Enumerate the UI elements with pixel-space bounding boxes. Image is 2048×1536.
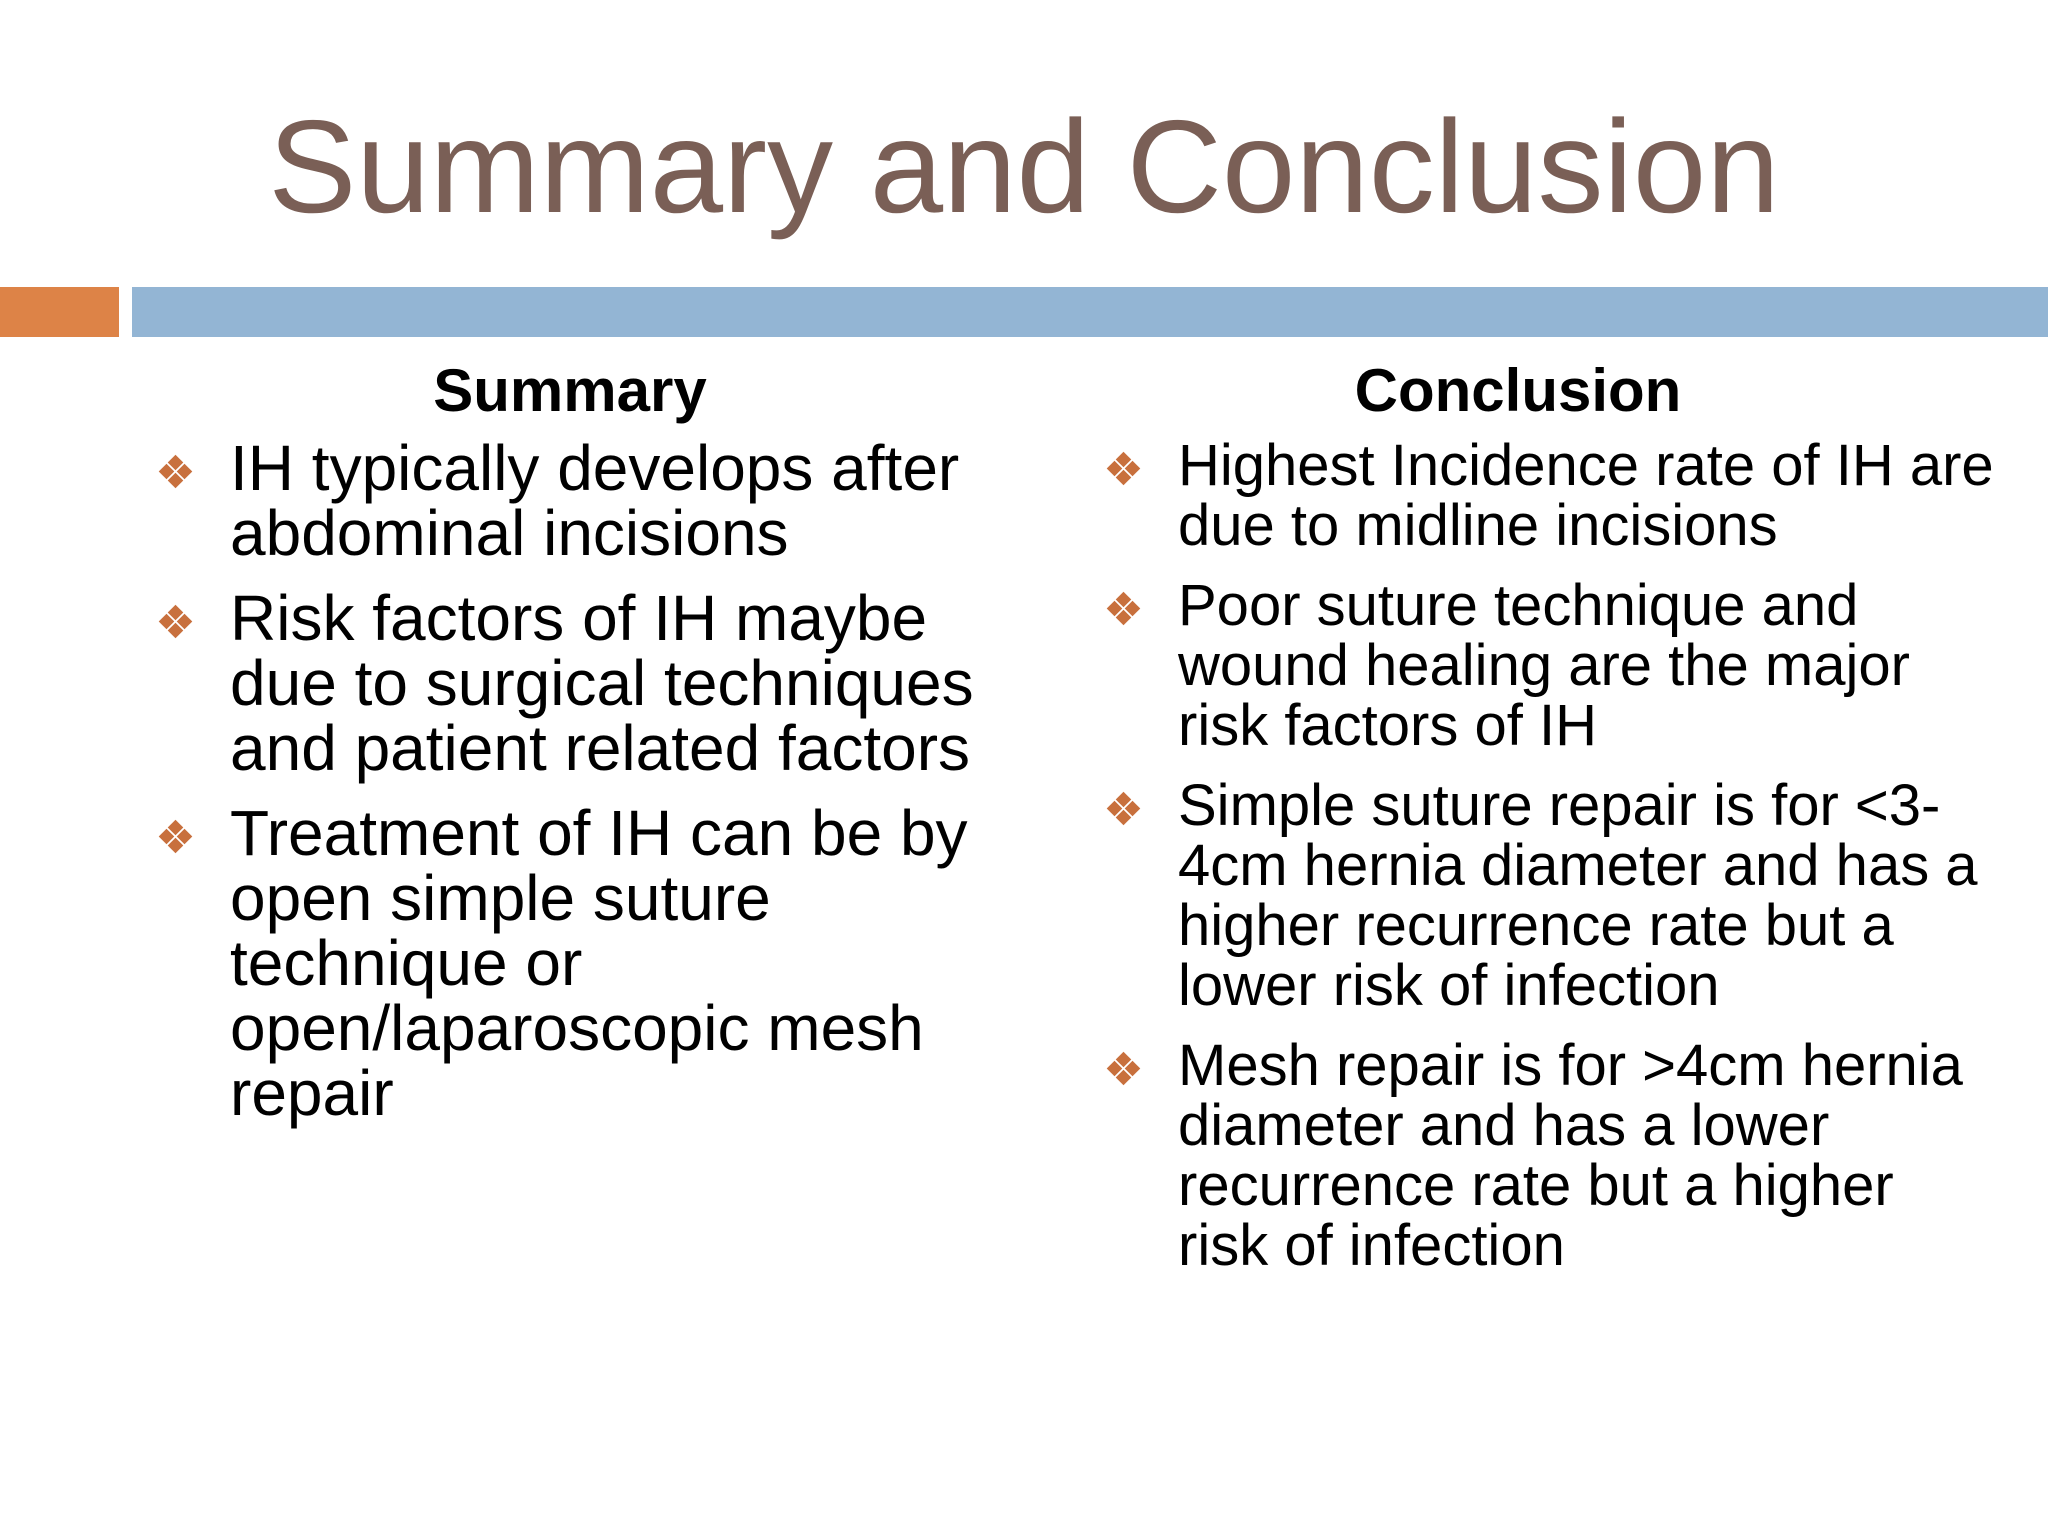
conclusion-item-text: Highest Incidence rate of IH are due to midline incisions xyxy=(1178,433,1994,558)
diamond-bullet-icon xyxy=(160,606,190,636)
summary-item-text: Treatment of IH can be by open simple suture technique or open/laparoscopic mesh repair xyxy=(230,797,968,1129)
summary-heading: Summary xyxy=(433,357,707,424)
diamond-bullet-icon xyxy=(1108,453,1138,483)
diamond-bullet-icon xyxy=(1108,793,1138,823)
summary-column xyxy=(150,356,1000,1146)
conclusion-column xyxy=(1098,356,1998,1296)
diamond-bullet-icon xyxy=(1108,593,1138,623)
conclusion-item-text: Simple suture repair is for <3-4cm hernia diameter and has a higher recurrence rate but a lower risk of infection xyxy=(1178,773,1978,1018)
conclusion-heading: Conclusion xyxy=(1354,357,1682,424)
summary-list xyxy=(150,432,1000,1129)
accent-bar-blue xyxy=(132,287,2048,337)
conclusion-item-text: Mesh repair is for >4cm hernia diameter and has a lower recurrence rate but a higher risk of infection xyxy=(1178,1033,1963,1278)
summary-item xyxy=(150,797,1000,1129)
conclusion-item xyxy=(1098,573,1998,758)
diamond-bullet-icon xyxy=(1108,1053,1138,1083)
summary-item xyxy=(150,432,1000,569)
summary-item xyxy=(150,582,1000,784)
diamond-bullet-icon xyxy=(160,456,190,486)
summary-item-text: IH typically develops after abdominal incisions xyxy=(230,432,960,569)
slide-title: Summary and Conclusion xyxy=(268,93,1780,240)
summary-item-text: Risk factors of IH maybe due to surgical techniques and patient related factors xyxy=(230,582,974,784)
conclusion-list xyxy=(1098,433,1998,1278)
conclusion-item-text: Poor suture technique and wound healing are the major risk factors of IH xyxy=(1178,573,1910,758)
conclusion-item xyxy=(1098,1033,1998,1278)
conclusion-item xyxy=(1098,433,1998,558)
diamond-bullet-icon xyxy=(160,821,190,851)
conclusion-item xyxy=(1098,773,1998,1018)
accent-bar-orange xyxy=(0,287,119,337)
